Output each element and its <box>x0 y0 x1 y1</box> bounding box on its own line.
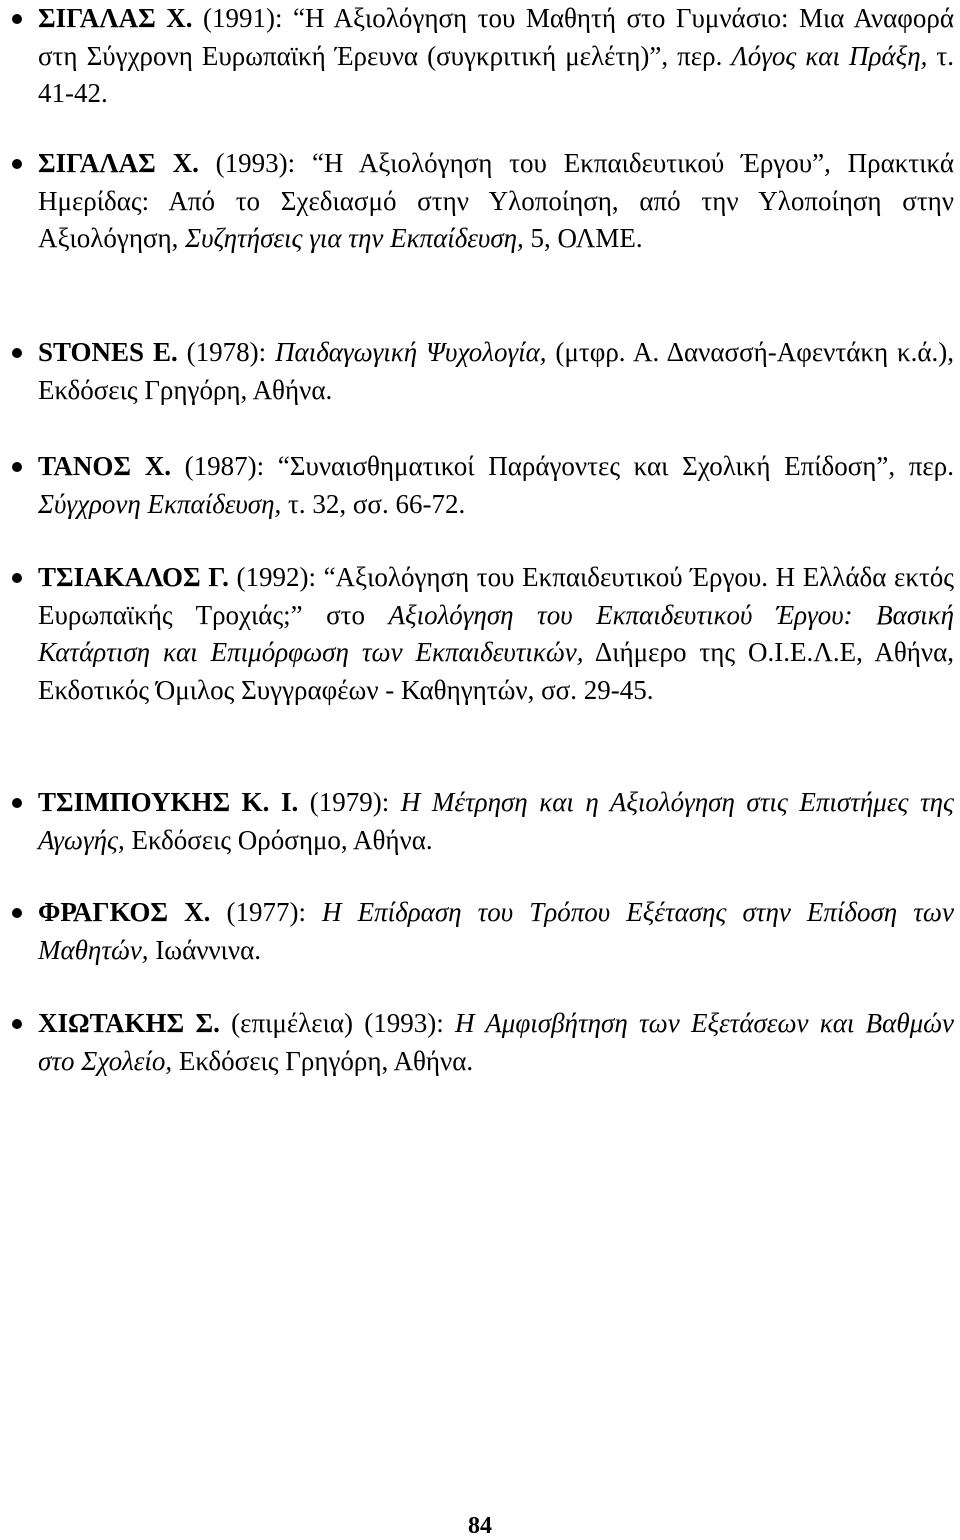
reference-author: ΣΙΓΑΛΑΣ Χ. <box>38 3 193 33</box>
reference-title-italic: Σύγχρονη Εκπαίδευση, <box>38 488 282 519</box>
reference-entry <box>38 334 954 409</box>
bullet-icon <box>12 908 22 918</box>
reference-author: ΧΙΩΤΑΚΗΣ Σ. <box>38 1008 220 1038</box>
reference-text: Εκδόσεις Γρηγόρη, Αθήνα. <box>172 1045 474 1076</box>
reference-author: ΤΑΝΟΣ Χ. <box>38 451 171 481</box>
reference-title-italic: Παιδαγωγική Ψυχολογία, <box>275 337 547 367</box>
reference-text: (μτφρ. Α. Δανασσή-Αφεντάκη κ.ά.), Εκδόσεις Γρηγόρη, Αθήνα. <box>38 337 954 405</box>
reference-author: STONES E. <box>38 337 178 367</box>
reference-entry <box>38 0 954 113</box>
reference-author: ΤΣΙΜΠΟΥΚΗΣ Κ. Ι. <box>38 787 299 817</box>
reference-text: (1991): “Η Αξιολόγηση του Μαθητή στο Γυμνάσιο: Μια Αναφορά στη Σύγχρονη Ευρωπαϊκή Έρευνα (συγκριτική μελέτη)”, περ. <box>38 3 955 71</box>
reference-text: (1979): <box>298 787 401 817</box>
reference-text: Διήμερο της Ο.Ι.Ε.Λ.Ε, Αθήνα, Εκδοτικός Όμιλος Συγγραφέων - Καθηγητών, σσ. 29-45. <box>38 637 954 705</box>
reference-author: ΣΙΓΑΛΑΣ Χ. <box>38 148 199 178</box>
reference-title-italic: Συζητήσεις για την Εκπαίδευση, <box>185 223 524 253</box>
reference-title-italic: Η Αμφισβήτηση των Εξετάσεων και Βαθμών στο Σχολείο, <box>38 1008 954 1076</box>
reference-entry <box>38 1005 954 1080</box>
reference-entry <box>38 784 954 859</box>
reference-text: 5, ΟΛΜΕ. <box>523 223 643 253</box>
bullet-icon <box>12 1019 22 1029</box>
bullet-icon <box>12 348 22 358</box>
reference-author: ΦΡΑΓΚΟΣ Χ. <box>38 897 211 927</box>
reference-author: ΤΣΙΑΚΑΛΟΣ Γ. <box>38 562 229 592</box>
reference-title-italic: Αξιολόγηση του Εκπαιδευτικού Έργου: Βασική Κατάρτιση και Επιμόρφωση των Εκπαιδευτικών, <box>38 599 954 667</box>
bullet-icon <box>12 573 22 583</box>
bullet-icon <box>12 462 22 472</box>
reference-title-italic: Λόγος και Πράξη, <box>731 40 928 71</box>
reference-title-italic: Η Επίδραση του Τρόπου Εξέτασης στην Επίδοση των Μαθητών, <box>38 897 954 965</box>
reference-text: (1992): “Αξιολόγηση του Εκπαιδευτικού Έργου. Η Ελλάδα εκτός Ευρωπαϊκής Τροχιάς;” στο <box>38 562 955 630</box>
reference-text: (1978): <box>177 337 276 367</box>
reference-entry <box>38 559 954 709</box>
reference-title-italic: Η Μέτρηση και η Αξιολόγηση στις Επιστήμες της Αγωγής, <box>38 787 954 855</box>
bullet-icon <box>12 14 22 24</box>
reference-text: τ. 32, σσ. 66-72. <box>281 488 466 519</box>
reference-entry <box>38 145 954 258</box>
reference-text: (επιμέλεια) (1993): <box>219 1008 456 1038</box>
reference-text: Εκδόσεις Ορόσημο, Αθήνα. <box>124 824 433 855</box>
reference-text: (1993): “Η Αξιολόγηση του Εκπαιδευτικού Έργου”, Πρακτικά Ημερίδας: Από το Σχεδιασμό στην Υλοποίηση, από την Υλοποίηση στην Αξιολόγηση, <box>38 148 954 253</box>
reference-text: Ιωάννινα. <box>148 934 262 965</box>
page-number: 84 <box>468 1513 492 1539</box>
bullet-icon <box>12 798 22 808</box>
reference-text: (1987): “Συναισθηματικοί Παράγοντες και Σχολική Επίδοση”, περ. <box>170 451 954 481</box>
bullet-icon <box>12 159 22 169</box>
reference-text: τ. 41-42. <box>38 40 954 108</box>
reference-entry <box>38 448 954 523</box>
reference-entry <box>38 894 954 969</box>
reference-text: (1977): <box>210 897 323 927</box>
